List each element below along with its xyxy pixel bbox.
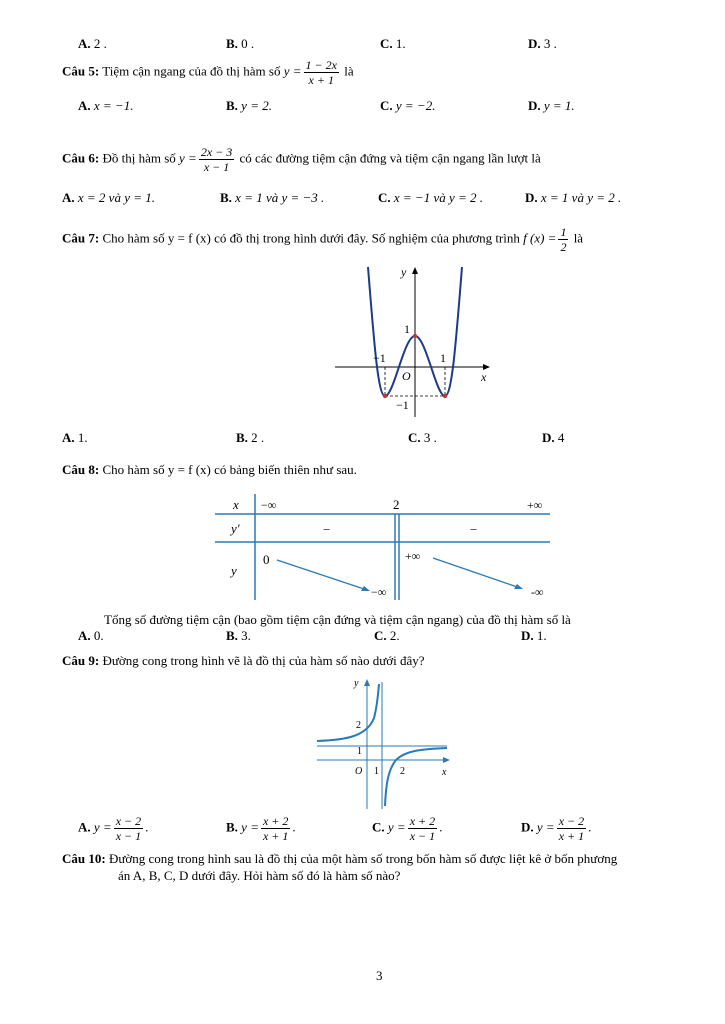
- q7-min-right-dot: [443, 394, 447, 398]
- q7-option-c: C. 3 .: [408, 430, 437, 445]
- q5-option-c: C. y = −2.: [380, 98, 436, 113]
- q8-question: Câu 8: Cho hàm số y = f (x) có bảng biến thiên như sau.: [62, 462, 357, 477]
- q9-option-d: D. y = $\frac{x - 2}{x + 1}$ .: [521, 814, 592, 843]
- q9-x1-label: 1: [374, 766, 379, 777]
- q8-y-header: y: [231, 563, 237, 578]
- q9-origin-label: O: [355, 766, 363, 777]
- q8-x-header: x: [233, 497, 239, 512]
- q8-sign-right: −: [470, 522, 478, 537]
- q7-xm1-label: −1: [373, 351, 386, 365]
- q8-variation-table: [215, 492, 550, 602]
- q8-x-left: −∞: [261, 498, 277, 512]
- q6-option-a: A. x = 2 và y = 1.: [62, 190, 155, 205]
- q7-graph: [330, 262, 500, 422]
- q9-graph: [312, 674, 457, 814]
- q8-statement: Tổng số đường tiệm cận (bao gồm tiệm cận đứng và tiệm cận ngang) của đồ thị hàm số là: [104, 612, 571, 627]
- q9-right-branch: [385, 748, 447, 806]
- q7-y1-label: 1: [404, 322, 410, 336]
- q8-yp-header: y′: [231, 521, 240, 536]
- q8-y-end: -∞: [531, 585, 544, 599]
- q8-option-b: B. 3.: [226, 628, 251, 643]
- q9-y-label: y: [354, 678, 359, 689]
- q8-x-right: +∞: [527, 498, 543, 512]
- q6-option-c: C. x = −1 và y = 2 .: [378, 190, 484, 205]
- q7-x1-label: 1: [440, 351, 446, 365]
- q4-option-b: B. 0 .: [226, 36, 255, 51]
- q10-question-line1: Câu 10: Đường cong trong hình sau là đồ thị của một hàm số trong bốn hàm số được liệt kê ở bốn phương: [62, 851, 618, 866]
- q9-option-c: C. y = $\frac{x + 2}{x - 1}$ .: [372, 814, 443, 843]
- q7-question: Câu 7: Cho hàm số y = f (x) có đồ thị trong hình dưới đây. Số nghiệm của phương trình f (x) = $\frac{1}{2}$ là: [62, 225, 584, 254]
- q6-option-b: B. x = 1 và y = −3 .: [220, 190, 325, 205]
- q8-y-start: 0: [263, 552, 270, 567]
- q8-option-a: A. 0.: [78, 628, 104, 643]
- q4-option-c: C. 1.: [380, 36, 406, 51]
- q5-option-b: B. y = 2.: [226, 98, 272, 113]
- q4-option-d: D. 3 .: [528, 36, 557, 51]
- q8-y-left-end: −∞: [371, 585, 387, 599]
- q9-x2-label: 2: [400, 766, 405, 777]
- q7-option-b: B. 2 .: [236, 430, 265, 445]
- q5-question: Câu 5: Tiệm cận ngang của đồ thị hàm số y = $\frac{1 - 2x}{x + 1}$ là: [62, 58, 354, 87]
- q8-x-mid: 2: [393, 497, 400, 512]
- q7-option-d: D. 4: [542, 430, 565, 445]
- q5-option-a: A. x = −1.: [78, 98, 134, 113]
- q8-sign-left: −: [323, 522, 331, 537]
- q7-origin-label: O: [402, 369, 411, 383]
- q7-ym1-label: −1: [396, 398, 409, 412]
- q7-x-label: x: [481, 370, 487, 384]
- q6-question: Câu 6: Đồ thị hàm số y = $\frac{2x - 3}{x - 1}$ có các đường tiệm cận đứng và tiệm cận ngang lần lượt là: [62, 145, 541, 174]
- q8-option-c: C. 2.: [374, 628, 400, 643]
- q9-option-a: A. y = $\frac{x - 2}{x - 1}$ .: [78, 814, 149, 843]
- q5-option-d: D. y = 1.: [528, 98, 575, 113]
- q9-left-branch: [317, 684, 379, 741]
- q7-y-label: y: [401, 265, 407, 279]
- q8-option-d: D. 1.: [521, 628, 547, 643]
- q9-option-b: B. y = $\frac{x + 2}{x + 1}$ .: [226, 814, 296, 843]
- q10-question-line2: án A, B, C, D dưới đây. Hỏi hàm số đó là hàm số nào?: [118, 868, 401, 883]
- q4-option-a: A. 2 .: [78, 36, 107, 51]
- q9-question: Câu 9: Đường cong trong hình vẽ là đồ thị của hàm số nào dưới đây?: [62, 653, 425, 668]
- q6-option-d: D. x = 1 và y = 2 .: [525, 190, 622, 205]
- q7-option-a: A. 1.: [62, 430, 88, 445]
- q9-y1-label: 1: [357, 746, 362, 757]
- q9-x-label: x: [442, 767, 447, 778]
- page-number: 3: [376, 968, 383, 983]
- q9-y2-label: 2: [356, 720, 361, 731]
- q8-y-right-start: +∞: [405, 549, 421, 563]
- q7-min-left-dot: [383, 394, 387, 398]
- q7-max-dot: [413, 334, 417, 338]
